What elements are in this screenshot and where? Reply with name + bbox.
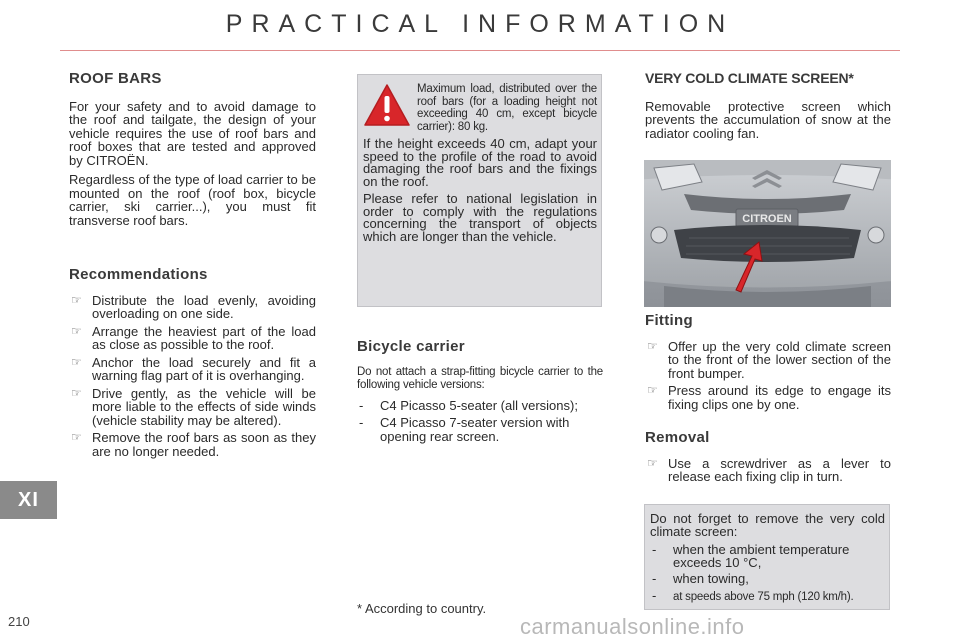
removal-section — [645, 431, 891, 488]
reminder-intro: Do not forget to remove the very cold climate screen: — [650, 511, 885, 539]
pointing-finger-icon: ☞ — [71, 385, 82, 400]
list-item: ☞ Use a screwdriver as a lever to release each fixing clip in turn. — [647, 455, 891, 484]
list-item: ☞ Arrange the heaviest part of the load as close as possible to the roof. — [71, 323, 316, 352]
list-item: - C4 Picasso 7-seater version with opening rear screen. — [359, 415, 570, 444]
list-item: ☞ Distribute the load evenly, avoiding overloading on one side. — [71, 292, 316, 321]
pointing-finger-icon: ☞ — [71, 430, 82, 444]
cold-climate-description: Removable protective screen which prevents the accumulation of snow at the radiator cooling fan. — [645, 98, 891, 141]
fitting-section — [645, 314, 891, 415]
fitting-list — [645, 340, 891, 412]
footnote: * According to country. — [357, 601, 487, 616]
page-title: PRACTICAL INFORMATION — [225, 10, 735, 38]
recommendations-section — [69, 268, 316, 462]
recommendations-list — [69, 294, 316, 459]
pointing-finger-icon: ☞ — [647, 338, 658, 353]
page-number: 210 — [8, 614, 30, 629]
removal-list — [645, 457, 891, 484]
car-front-illustration — [644, 160, 891, 307]
reminder-list — [650, 544, 885, 603]
roof-bars-paragraph: Regardless of the type of load carrier to be mounted on the roof (roof box, bicycle carrier, ski carrier...), you must fit transverse roof bars. — [69, 172, 316, 228]
cold-climate-title: VERY COLD CLIMATE SCREEN* — [645, 70, 854, 86]
pointing-finger-icon: ☞ — [647, 455, 658, 470]
list-item: ☞ Anchor the load securely and fit a warning flag part of it is overhanging. — [71, 354, 316, 383]
cold-climate-section — [645, 72, 891, 146]
badge-text: CITROEN — [742, 213, 792, 225]
chapter-tab: XI — [0, 481, 57, 519]
removal-title: Removal — [645, 429, 710, 446]
list-item: ☞ Press around its edge to engage its fixing clips one by one. — [647, 383, 891, 412]
bicycle-carrier-intro: Do not attach a strap-fitting bicycle carrier to the following vehicle versions: — [357, 365, 603, 391]
pointing-finger-icon: ☞ — [71, 354, 82, 369]
watermark: carmanualsonline.info — [520, 614, 745, 639]
car-front-photo — [644, 160, 891, 307]
recommendations-title: Recommendations — [69, 266, 208, 283]
roof-bars-paragraph: For your safety and to avoid damage to the roof and tailgate, the design of your vehicle requires the use of roof bars and roof boxes that are tested and approved by CITROËN. — [69, 98, 316, 168]
warning-legislation: Please refer to national legislation in order to comply with the regulations concerning the transport of objects which are longer than the vehicle. — [363, 191, 597, 244]
list-item: - when the ambient temperature exceeds 10 °C, — [652, 542, 850, 570]
fitting-title: Fitting — [645, 312, 693, 329]
warning-box — [357, 74, 602, 307]
roof-bars-title: ROOF BARS — [69, 70, 162, 87]
warning-height: If the height exceeds 40 cm, adapt your speed to the profile of the road to avoid damaging the roof bars and the fixings on the roof. — [363, 136, 597, 189]
list-item: - C4 Picasso 5-seater (all versions); — [359, 397, 578, 413]
list-item: - at speeds above 75 mph (120 km/h). — [652, 587, 854, 603]
pointing-finger-icon: ☞ — [71, 292, 82, 307]
list-item: ☞ Drive gently, as the vehicle will be more liable to the effects of side winds (vehicle stability may be altered). — [71, 385, 316, 428]
list-item: ☞ Offer up the very cold climate screen to the front of the lower section of the front bumper. — [647, 338, 891, 381]
bicycle-carrier-title: Bicycle carrier — [357, 338, 465, 355]
list-item: - when towing, — [652, 571, 749, 586]
warning-max-load: Maximum load, distributed over the roof bars (for a loading height not exceeding 40 cm, except bicycle carrier): 80 kg. — [417, 83, 597, 133]
reminder-box — [644, 504, 890, 610]
pointing-finger-icon: ☞ — [71, 323, 82, 338]
roof-bars-section — [69, 72, 316, 233]
bicycle-carrier-section — [357, 340, 603, 447]
bicycle-carrier-list — [357, 399, 603, 444]
header-divider — [60, 50, 900, 51]
warning-triangle-icon — [363, 83, 411, 127]
list-item: ☞ Remove the roof bars as soon as they are no longer needed. — [71, 430, 316, 459]
pointing-finger-icon: ☞ — [647, 383, 658, 397]
